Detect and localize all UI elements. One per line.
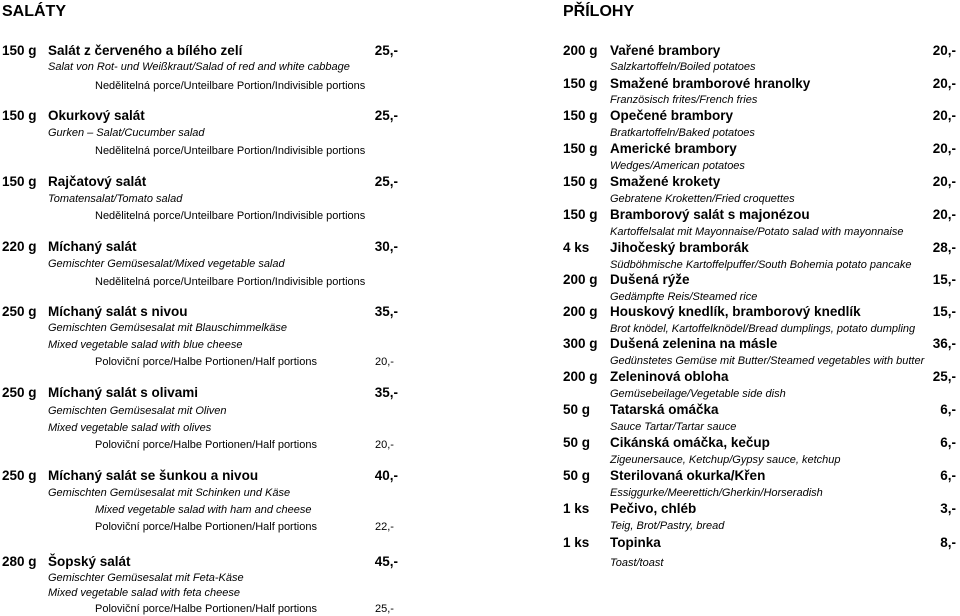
side-price: 15,- (932, 304, 956, 319)
item-subtitle: Tomatensalat/Tomato salad (48, 193, 183, 205)
side-price: 36,- (932, 336, 956, 351)
side-subtitle: Salzkartoffeln/Boiled potatoes (610, 61, 756, 73)
side-name: Cikánská omáčka, kečup (610, 435, 770, 450)
side-name: Pečivo, chléb (610, 501, 697, 516)
side-subtitle: Französisch frites/French fries (610, 94, 758, 106)
item-subtitle: Gemischten Gemüsesalat mit Oliven (48, 405, 227, 417)
side-subtitle: Teig, Brot/Pastry, bread (610, 520, 725, 532)
side-quantity: 200 g (563, 43, 598, 58)
side-price: 6,- (940, 435, 956, 450)
portion-note: Nedělitelná porce/Unteilbare Portion/Indivisible portions (95, 276, 366, 288)
side-name: Topinka (610, 535, 661, 550)
side-quantity: 50 g (563, 435, 591, 450)
item-subtitle: Gemischten Gemüsesalat mit Blauschimmelkäse (48, 322, 288, 334)
side-quantity: 300 g (563, 336, 598, 351)
item-price: 40,- (374, 468, 398, 483)
item-price: 45,- (374, 554, 398, 569)
portion-price: 20,- (375, 439, 394, 451)
item-name: Míchaný salát (48, 239, 137, 254)
side-name: Dušená zelenina na másle (610, 336, 778, 351)
side-name: Sterilovaná okurka/Křen (610, 468, 766, 483)
side-subtitle: Essiggurke/Meerettich/Gherkin/Horseradish (610, 487, 823, 499)
item-subtitle: Mixed vegetable salad with blue cheese (48, 339, 243, 351)
item-quantity: 250 g (2, 468, 37, 483)
item-quantity: 150 g (2, 174, 37, 189)
item-name: Rajčatový salát (48, 174, 147, 189)
item-subtitle: Mixed vegetable salad with olives (48, 422, 212, 434)
side-quantity: 50 g (563, 402, 591, 417)
item-name: Šopský salát (48, 554, 131, 569)
side-quantity: 150 g (563, 108, 598, 123)
item-name: Okurkový salát (48, 108, 145, 123)
side-name: Vařené brambory (610, 43, 721, 58)
side-quantity: 150 g (563, 76, 598, 91)
side-quantity: 50 g (563, 468, 591, 483)
item-price: 35,- (374, 385, 398, 400)
item-quantity: 250 g (2, 304, 37, 319)
side-subtitle: Sauce Tartar/Tartar sauce (610, 421, 737, 433)
side-subtitle: Zigeunersauce, Ketchup/Gypsy sauce, ketchup (610, 454, 841, 466)
side-price: 15,- (932, 272, 956, 287)
side-subtitle: Gedämpfte Reis/Steamed rice (610, 291, 758, 303)
side-quantity: 150 g (563, 207, 598, 222)
item-price: 25,- (374, 43, 398, 58)
item-name: Míchaný salát s nivou (48, 304, 188, 319)
portion-price: 20,- (375, 356, 394, 368)
side-price: 20,- (932, 174, 956, 189)
portion-note: Poloviční porce/Halbe Portionen/Half portions (95, 603, 317, 615)
side-subtitle: Gemüsebeilage/Vegetable side dish (610, 388, 786, 400)
side-name: Bramborový salát s majonézou (610, 207, 810, 222)
side-subtitle: Bratkartoffeln/Baked potatoes (610, 127, 755, 139)
item-subtitle: Mixed vegetable salad with feta cheese (48, 587, 241, 599)
side-price: 28,- (932, 240, 956, 255)
side-quantity: 200 g (563, 369, 598, 384)
side-quantity: 1 ks (563, 501, 590, 516)
item-subtitle: Gemischter Gemüsesalat/Mixed vegetable salad (48, 258, 285, 270)
side-name: Zeleninová obloha (610, 369, 729, 384)
item-subtitle: Mixed vegetable salad with ham and cheese (95, 504, 312, 516)
portion-note: Nedělitelná porce/Unteilbare Portion/Indivisible portions (95, 210, 366, 222)
side-quantity: 200 g (563, 304, 598, 319)
item-quantity: 250 g (2, 385, 37, 400)
side-subtitle: Kartoffelsalat mit Mayonnaise/Potato salad with mayonnaise (610, 226, 904, 238)
side-quantity: 1 ks (563, 535, 590, 550)
side-name: Smažené krokety (610, 174, 721, 189)
portion-note: Poloviční porce/Halbe Portionen/Half portions (95, 521, 317, 533)
side-price: 3,- (940, 501, 956, 516)
side-name: Houskový knedlík, bramborový knedlík (610, 304, 861, 319)
item-name: Míchaný salát se šunkou a nivou (48, 468, 259, 483)
side-quantity: 150 g (563, 174, 598, 189)
side-subtitle: Wedges/American potatoes (610, 160, 745, 172)
portion-note: Nedělitelná porce/Unteilbare Portion/Indivisible portions (95, 145, 366, 157)
item-price: 30,- (374, 239, 398, 254)
side-name: Tatarská omáčka (610, 402, 719, 417)
portion-note: Poloviční porce/Halbe Portionen/Half portions (95, 356, 317, 368)
side-subtitle: Südböhmische Kartoffelpuffer/South Bohemia potato pancake (610, 259, 912, 271)
item-subtitle: Salat von Rot- und Weißkraut/Salad of red and white cabbage (48, 61, 350, 73)
item-name: Salát z červeného a bílého zelí (48, 43, 243, 58)
item-price: 25,- (374, 108, 398, 123)
side-quantity: 150 g (563, 141, 598, 156)
side-subtitle: Gebratene Kroketten/Fried croquettes (610, 193, 795, 205)
side-name: Americké brambory (610, 141, 737, 156)
sides-heading: PŘÍLOHY (563, 3, 635, 20)
side-price: 8,- (940, 535, 956, 550)
item-subtitle: Gurken – Salat/Cucumber salad (48, 127, 205, 139)
side-subtitle: Toast/toast (610, 557, 664, 569)
side-price: 20,- (932, 141, 956, 156)
item-name: Míchaný salát s olivami (48, 385, 199, 400)
item-price: 35,- (374, 304, 398, 319)
portion-price: 25,- (375, 603, 394, 615)
portion-price: 22,- (375, 521, 394, 533)
item-quantity: 280 g (2, 554, 37, 569)
side-price: 20,- (932, 43, 956, 58)
side-price: 20,- (932, 207, 956, 222)
side-price: 6,- (940, 402, 956, 417)
side-price: 20,- (932, 76, 956, 91)
item-quantity: 150 g (2, 43, 37, 58)
side-name: Jihočeský bramborák (610, 240, 749, 255)
side-quantity: 4 ks (563, 240, 590, 255)
item-price: 25,- (374, 174, 398, 189)
side-price: 20,- (932, 108, 956, 123)
portion-note: Poloviční porce/Halbe Portionen/Half portions (95, 439, 317, 451)
portion-note: Nedělitelná porce/Unteilbare Portion/Indivisible portions (95, 80, 366, 92)
item-quantity: 150 g (2, 108, 37, 123)
salads-heading: SALÁTY (2, 3, 66, 20)
side-name: Smažené bramborové hranolky (610, 76, 811, 91)
side-price: 25,- (932, 369, 956, 384)
item-subtitle: Gemischten Gemüsesalat mit Schinken und Käse (48, 487, 291, 499)
side-subtitle: Brot knödel, Kartoffelknödel/Bread dumplings, potato dumpling (610, 323, 916, 335)
item-subtitle: Gemischter Gemüsesalat mit Feta-Käse (48, 572, 244, 584)
side-quantity: 200 g (563, 272, 598, 287)
side-subtitle: Gedünstetes Gemüse mit Butter/Steamed vegetables with butter (610, 355, 925, 367)
item-quantity: 220 g (2, 239, 37, 254)
side-price: 6,- (940, 468, 956, 483)
side-name: Dušená rýže (610, 272, 690, 287)
side-name: Opečené brambory (610, 108, 734, 123)
